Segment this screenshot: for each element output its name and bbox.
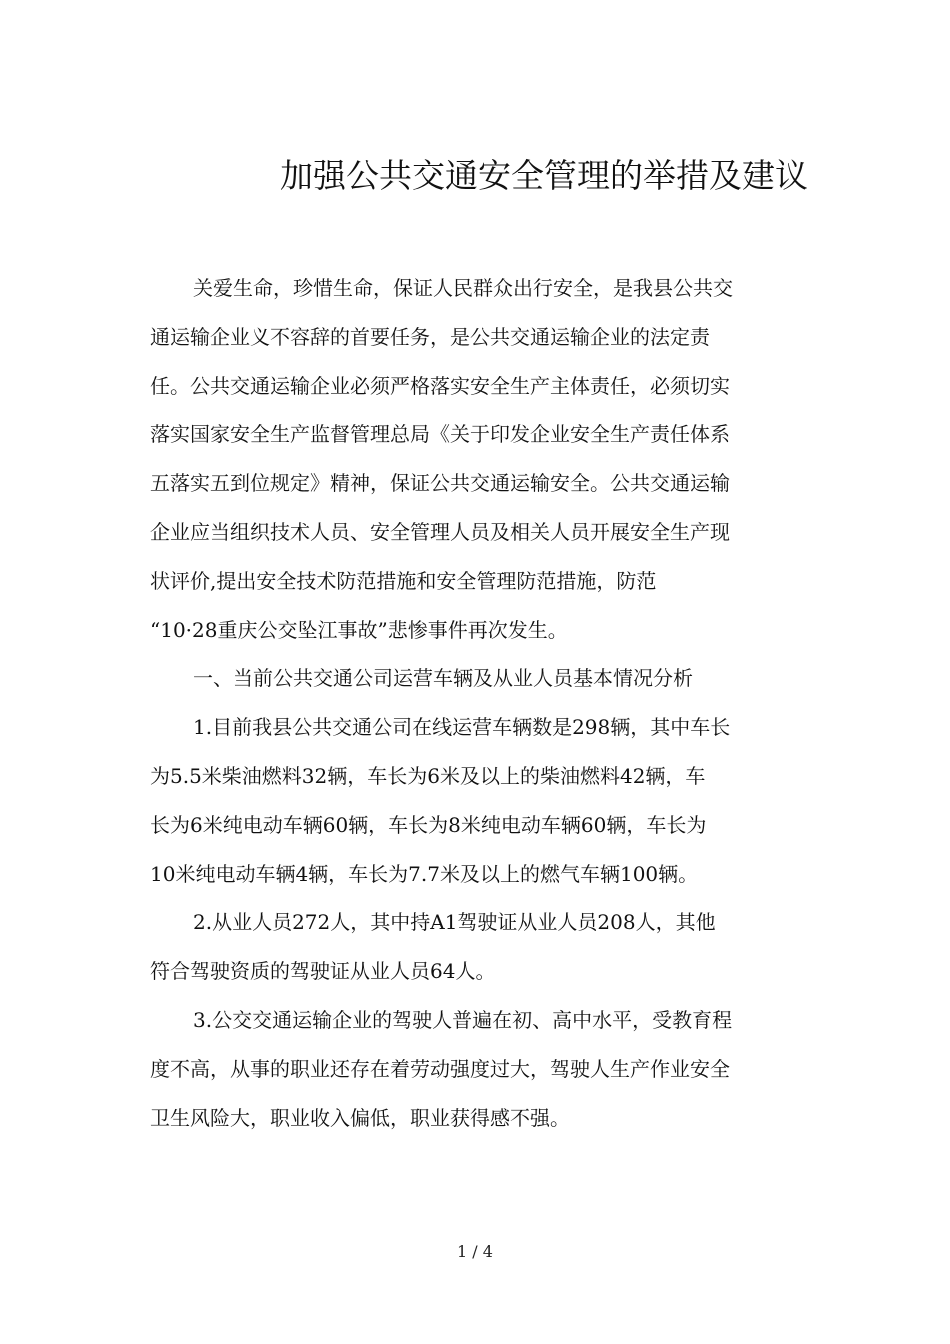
paragraph-line: “10·28重庆公交坠江事故”悲惨事件再次发生。 — [150, 617, 568, 642]
paragraph-line: 2.从业人员272人，其中持A1驾驶证从业人员208人，其他 — [193, 910, 716, 935]
paragraph-line: 度不高，从事的职业还存在着劳动强度过大，驾驶人生产作业安全 — [150, 1056, 730, 1081]
section-heading: 一、当前公共交通公司运营车辆及从业人员基本情况分析 — [193, 666, 693, 691]
paragraph-line: 3.公交交通运输企业的驾驶人普遍在初、高中水平，受教育程 — [193, 1007, 733, 1032]
page-number: 1 / 4 — [457, 1242, 493, 1261]
paragraph-line: 符合驾驶资质的驾驶证从业人员64人。 — [150, 959, 496, 984]
paragraph-line: 10米纯电动车辆4辆，车长为7.7米及以上的燃气车辆100辆。 — [150, 861, 699, 886]
paragraph-line: 卫生风险大，职业收入偏低，职业获得感不强。 — [150, 1105, 570, 1130]
paragraph-line: 企业应当组织技术人员、安全管理人员及相关人员开展安全生产现 — [150, 519, 730, 544]
paragraph-line: 长为6米纯电动车辆60辆，车长为8米纯电动车辆60辆，车长为 — [150, 812, 707, 837]
paragraph-line: 为5.5米柴油燃料32辆，车长为6米及以上的柴油燃料42辆，车 — [150, 763, 706, 788]
paragraph-line: 状评价,提出安全技术防范措施和安全管理防范措施，防范 — [150, 568, 657, 593]
document-body — [150, 264, 810, 1142]
paragraph-line: 关爱生命，珍惜生命，保证人民群众出行安全，是我县公共交 — [193, 276, 733, 300]
paragraph-line: 通运输企业义不容辞的首要任务，是公共交通运输企业的法定责 — [150, 324, 710, 349]
paragraph-line: 任。公共交通运输企业必须严格落实安全生产主体责任，必须切实 — [150, 373, 730, 398]
document-title: 加强公共交通安全管理的举措及建议 — [280, 156, 808, 195]
paragraph-line: 五落实五到位规定》精神，保证公共交通运输安全。公共交通运输 — [150, 471, 730, 496]
paragraph-line: 落实国家安全生产监督管理总局《关于印发企业安全生产责任体系 — [150, 422, 730, 447]
paragraph-line: 1.目前我县公共交通公司在线运营车辆数是298辆，其中车长 — [193, 715, 731, 740]
